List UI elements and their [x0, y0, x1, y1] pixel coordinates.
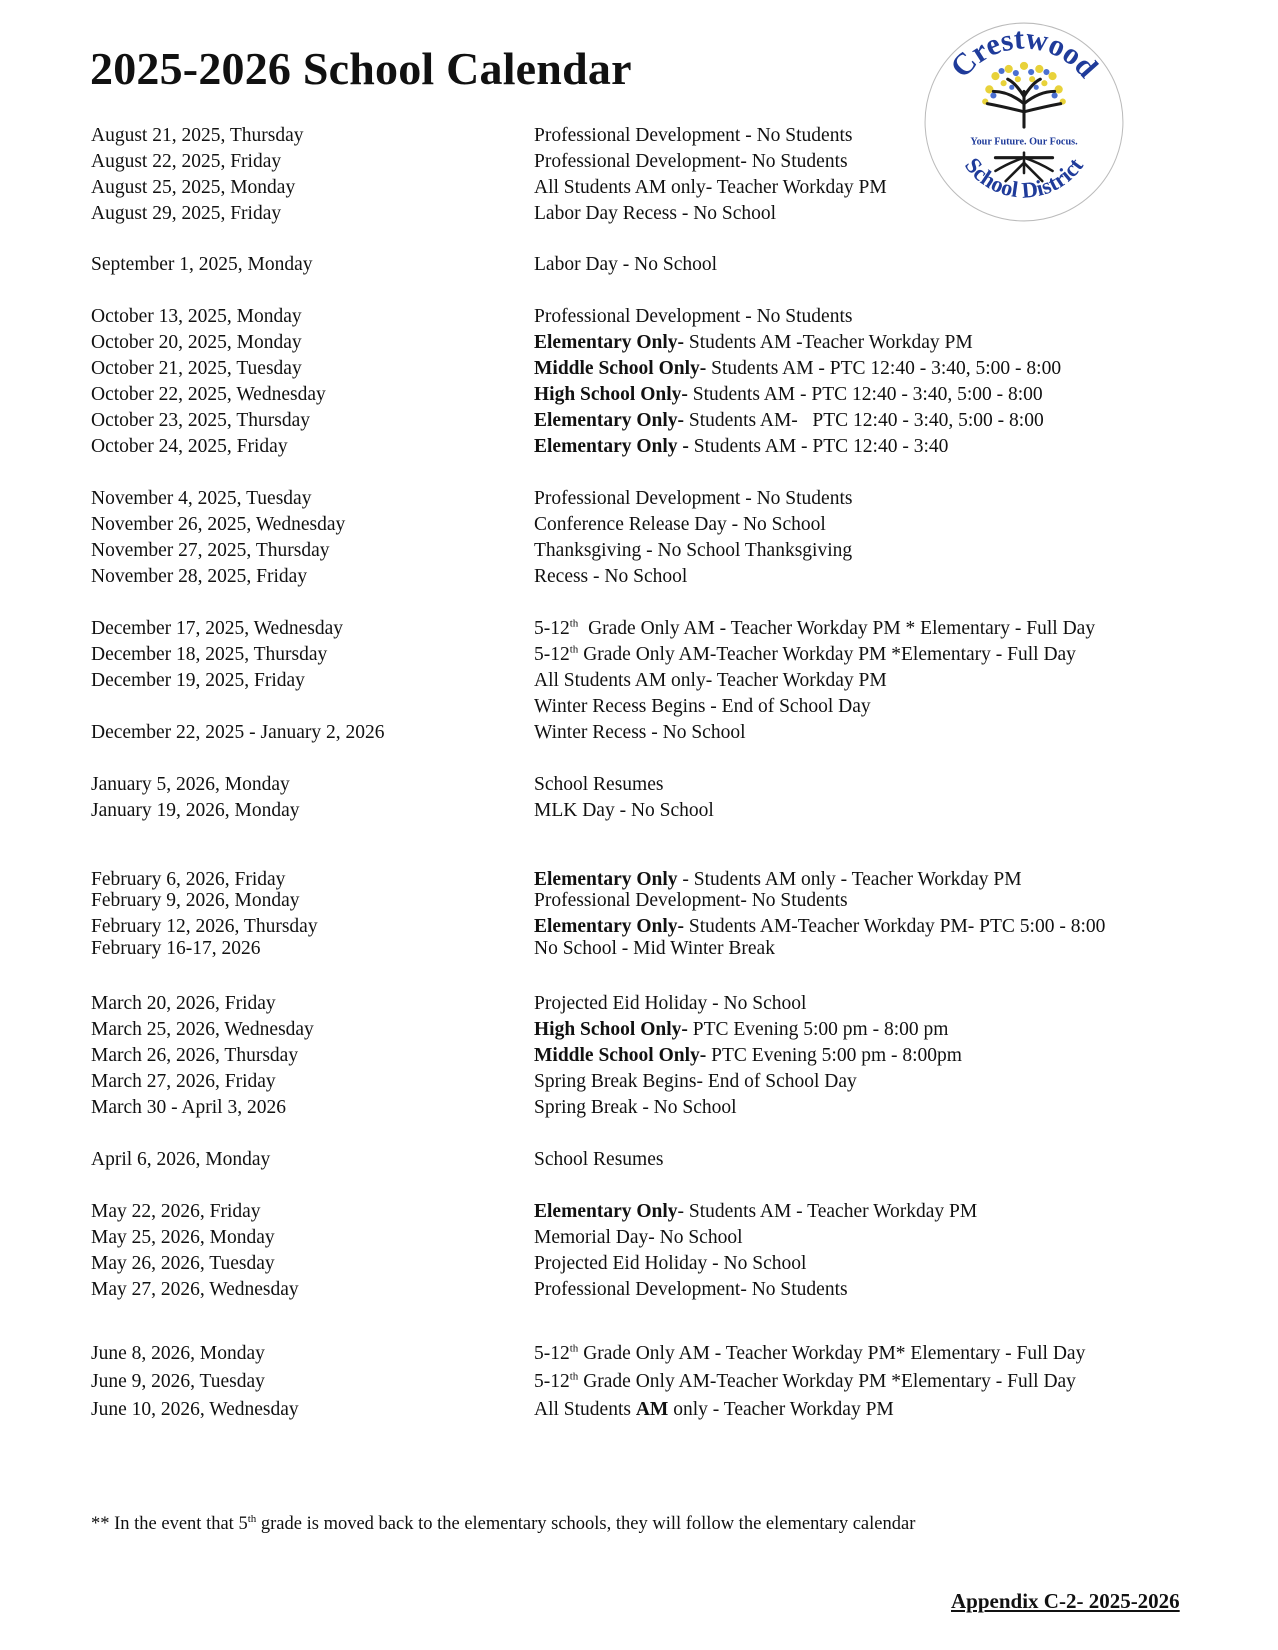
calendar-date: February 12, 2026, Thursday [91, 916, 318, 937]
calendar-date: August 22, 2025, Friday [91, 151, 282, 172]
calendar-event: Winter Recess Begins - End of School Day [534, 696, 871, 717]
calendar-date: August 25, 2025, Monday [91, 177, 296, 198]
calendar-event: School Resumes [534, 774, 664, 795]
calendar-event: Professional Development- No Students [534, 1279, 848, 1300]
calendar-date: October 23, 2025, Thursday [91, 410, 310, 431]
calendar-event: Recess - No School [534, 566, 688, 587]
calendar-date: March 20, 2026, Friday [91, 993, 276, 1014]
calendar-event: Elementary Only- Students AM-Teacher Workday PM- PTC 5:00 - 8:00 [534, 916, 1106, 937]
page-title: 2025-2026 School Calendar [90, 43, 632, 94]
calendar-date: October 20, 2025, Monday [91, 332, 302, 353]
calendar-event: Elementary Only- Students AM- PTC 12:40 - 3:40, 5:00 - 8:00 [534, 410, 1044, 431]
calendar-event: 5-12th Grade Only AM - Teacher Workday PM * Elementary - Full Day [534, 617, 1096, 639]
calendar-date: April 6, 2026, Monday [91, 1149, 271, 1170]
calendar-event: Elementary Only - Students AM only - Teacher Workday PM [534, 869, 1022, 890]
calendar-date: May 25, 2026, Monday [91, 1227, 275, 1248]
calendar-date: January 19, 2026, Monday [91, 800, 300, 821]
calendar-date: November 4, 2025, Tuesday [91, 488, 312, 509]
calendar-date: August 29, 2025, Friday [91, 203, 282, 224]
calendar-event: Conference Release Day - No School [534, 514, 826, 535]
calendar-event: Professional Development- No Students [534, 890, 848, 911]
district-logo [922, 20, 1126, 224]
calendar-date: February 9, 2026, Monday [91, 890, 300, 911]
logo-tagline: Your Future. Our Focus. [970, 136, 1078, 148]
calendar-date: November 27, 2025, Thursday [91, 540, 330, 561]
calendar-event: Elementary Only- Students AM - Teacher Workday PM [534, 1201, 978, 1222]
calendar-date: January 5, 2026, Monday [91, 774, 290, 795]
calendar-date: December 22, 2025 - January 2, 2026 [91, 722, 385, 743]
calendar-date: May 27, 2026, Wednesday [91, 1279, 299, 1300]
calendar-event: High School Only- PTC Evening 5:00 pm - 8:00 pm [534, 1019, 949, 1040]
calendar-event: All Students AM only- Teacher Workday PM [534, 670, 887, 691]
calendar-date: February 6, 2026, Friday [91, 869, 286, 890]
calendar-date: May 26, 2026, Tuesday [91, 1253, 275, 1274]
crestwood-logo-icon [922, 20, 1126, 224]
footnote: ** In the event that 5th grade is moved back to the elementary schools, they will follow the elementary calendar [91, 1512, 916, 1534]
logo-name-bottom: School District [960, 152, 1088, 203]
calendar-date: August 21, 2025, Thursday [91, 125, 304, 146]
calendar-date: December 17, 2025, Wednesday [91, 618, 344, 639]
calendar-date: October 22, 2025, Wednesday [91, 384, 326, 405]
calendar-date: December 19, 2025, Friday [91, 670, 305, 691]
calendar-event: Spring Break - No School [534, 1097, 737, 1118]
calendar-event: Middle School Only- Students AM - PTC 12:40 - 3:40, 5:00 - 8:00 [534, 358, 1062, 379]
calendar-event: 5-12th Grade Only AM-Teacher Workday PM *Elementary - Full Day [534, 1370, 1076, 1392]
calendar-event: Middle School Only- PTC Evening 5:00 pm - 8:00pm [534, 1045, 962, 1066]
calendar-event: Professional Development- No Students [534, 151, 848, 172]
calendar-event: 5-12th Grade Only AM-Teacher Workday PM *Elementary - Full Day [534, 643, 1076, 665]
calendar-event: MLK Day - No School [534, 800, 714, 821]
calendar-event: Elementary Only - Students AM - PTC 12:40 - 3:40 [534, 436, 949, 457]
calendar-event: Labor Day Recess - No School [534, 203, 777, 224]
calendar-event: No School - Mid Winter Break [534, 938, 775, 959]
calendar-event: Winter Recess - No School [534, 722, 746, 743]
calendar-event: Thanksgiving - No School Thanksgiving [534, 540, 853, 561]
calendar-event: Projected Eid Holiday - No School [534, 993, 807, 1014]
calendar-event: School Resumes [534, 1149, 664, 1170]
calendar-date: March 30 - April 3, 2026 [91, 1097, 286, 1118]
calendar-event: All Students AM only- Teacher Workday PM [534, 177, 887, 198]
calendar-event: Projected Eid Holiday - No School [534, 1253, 807, 1274]
calendar-date: March 26, 2026, Thursday [91, 1045, 299, 1066]
calendar-event: 5-12th Grade Only AM - Teacher Workday PM* Elementary - Full Day [534, 1342, 1086, 1364]
calendar-date: March 25, 2026, Wednesday [91, 1019, 314, 1040]
calendar-date: December 18, 2025, Thursday [91, 644, 328, 665]
calendar-event: All Students AM only - Teacher Workday PM [534, 1399, 894, 1420]
calendar-date: May 22, 2026, Friday [91, 1201, 261, 1222]
calendar-date: June 8, 2026, Monday [91, 1343, 265, 1364]
calendar-date: March 27, 2026, Friday [91, 1071, 276, 1092]
calendar-event: Professional Development - No Students [534, 488, 853, 509]
calendar-date: September 1, 2025, Monday [91, 254, 313, 275]
logo-name-top: Crestwood [943, 21, 1105, 85]
calendar-date: October 24, 2025, Friday [91, 436, 288, 457]
calendar-event: Memorial Day- No School [534, 1227, 743, 1248]
calendar-event: Labor Day - No School [534, 254, 718, 275]
calendar-event: Professional Development - No Students [534, 125, 853, 146]
calendar-event: Professional Development - No Students [534, 306, 853, 327]
calendar-event: High School Only- Students AM - PTC 12:40 - 3:40, 5:00 - 8:00 [534, 384, 1043, 405]
calendar-date: October 13, 2025, Monday [91, 306, 302, 327]
calendar-date: November 28, 2025, Friday [91, 566, 308, 587]
calendar-date: June 9, 2026, Tuesday [91, 1371, 265, 1392]
calendar-date: June 10, 2026, Wednesday [91, 1399, 299, 1420]
calendar-date: November 26, 2025, Wednesday [91, 514, 346, 535]
calendar-date: October 21, 2025, Tuesday [91, 358, 302, 379]
calendar-event: Elementary Only- Students AM -Teacher Workday PM [534, 332, 973, 353]
calendar-event: Spring Break Begins- End of School Day [534, 1071, 857, 1092]
appendix-label: Appendix C-2- 2025-2026 [951, 1589, 1180, 1613]
calendar-date: February 16-17, 2026 [91, 938, 261, 959]
